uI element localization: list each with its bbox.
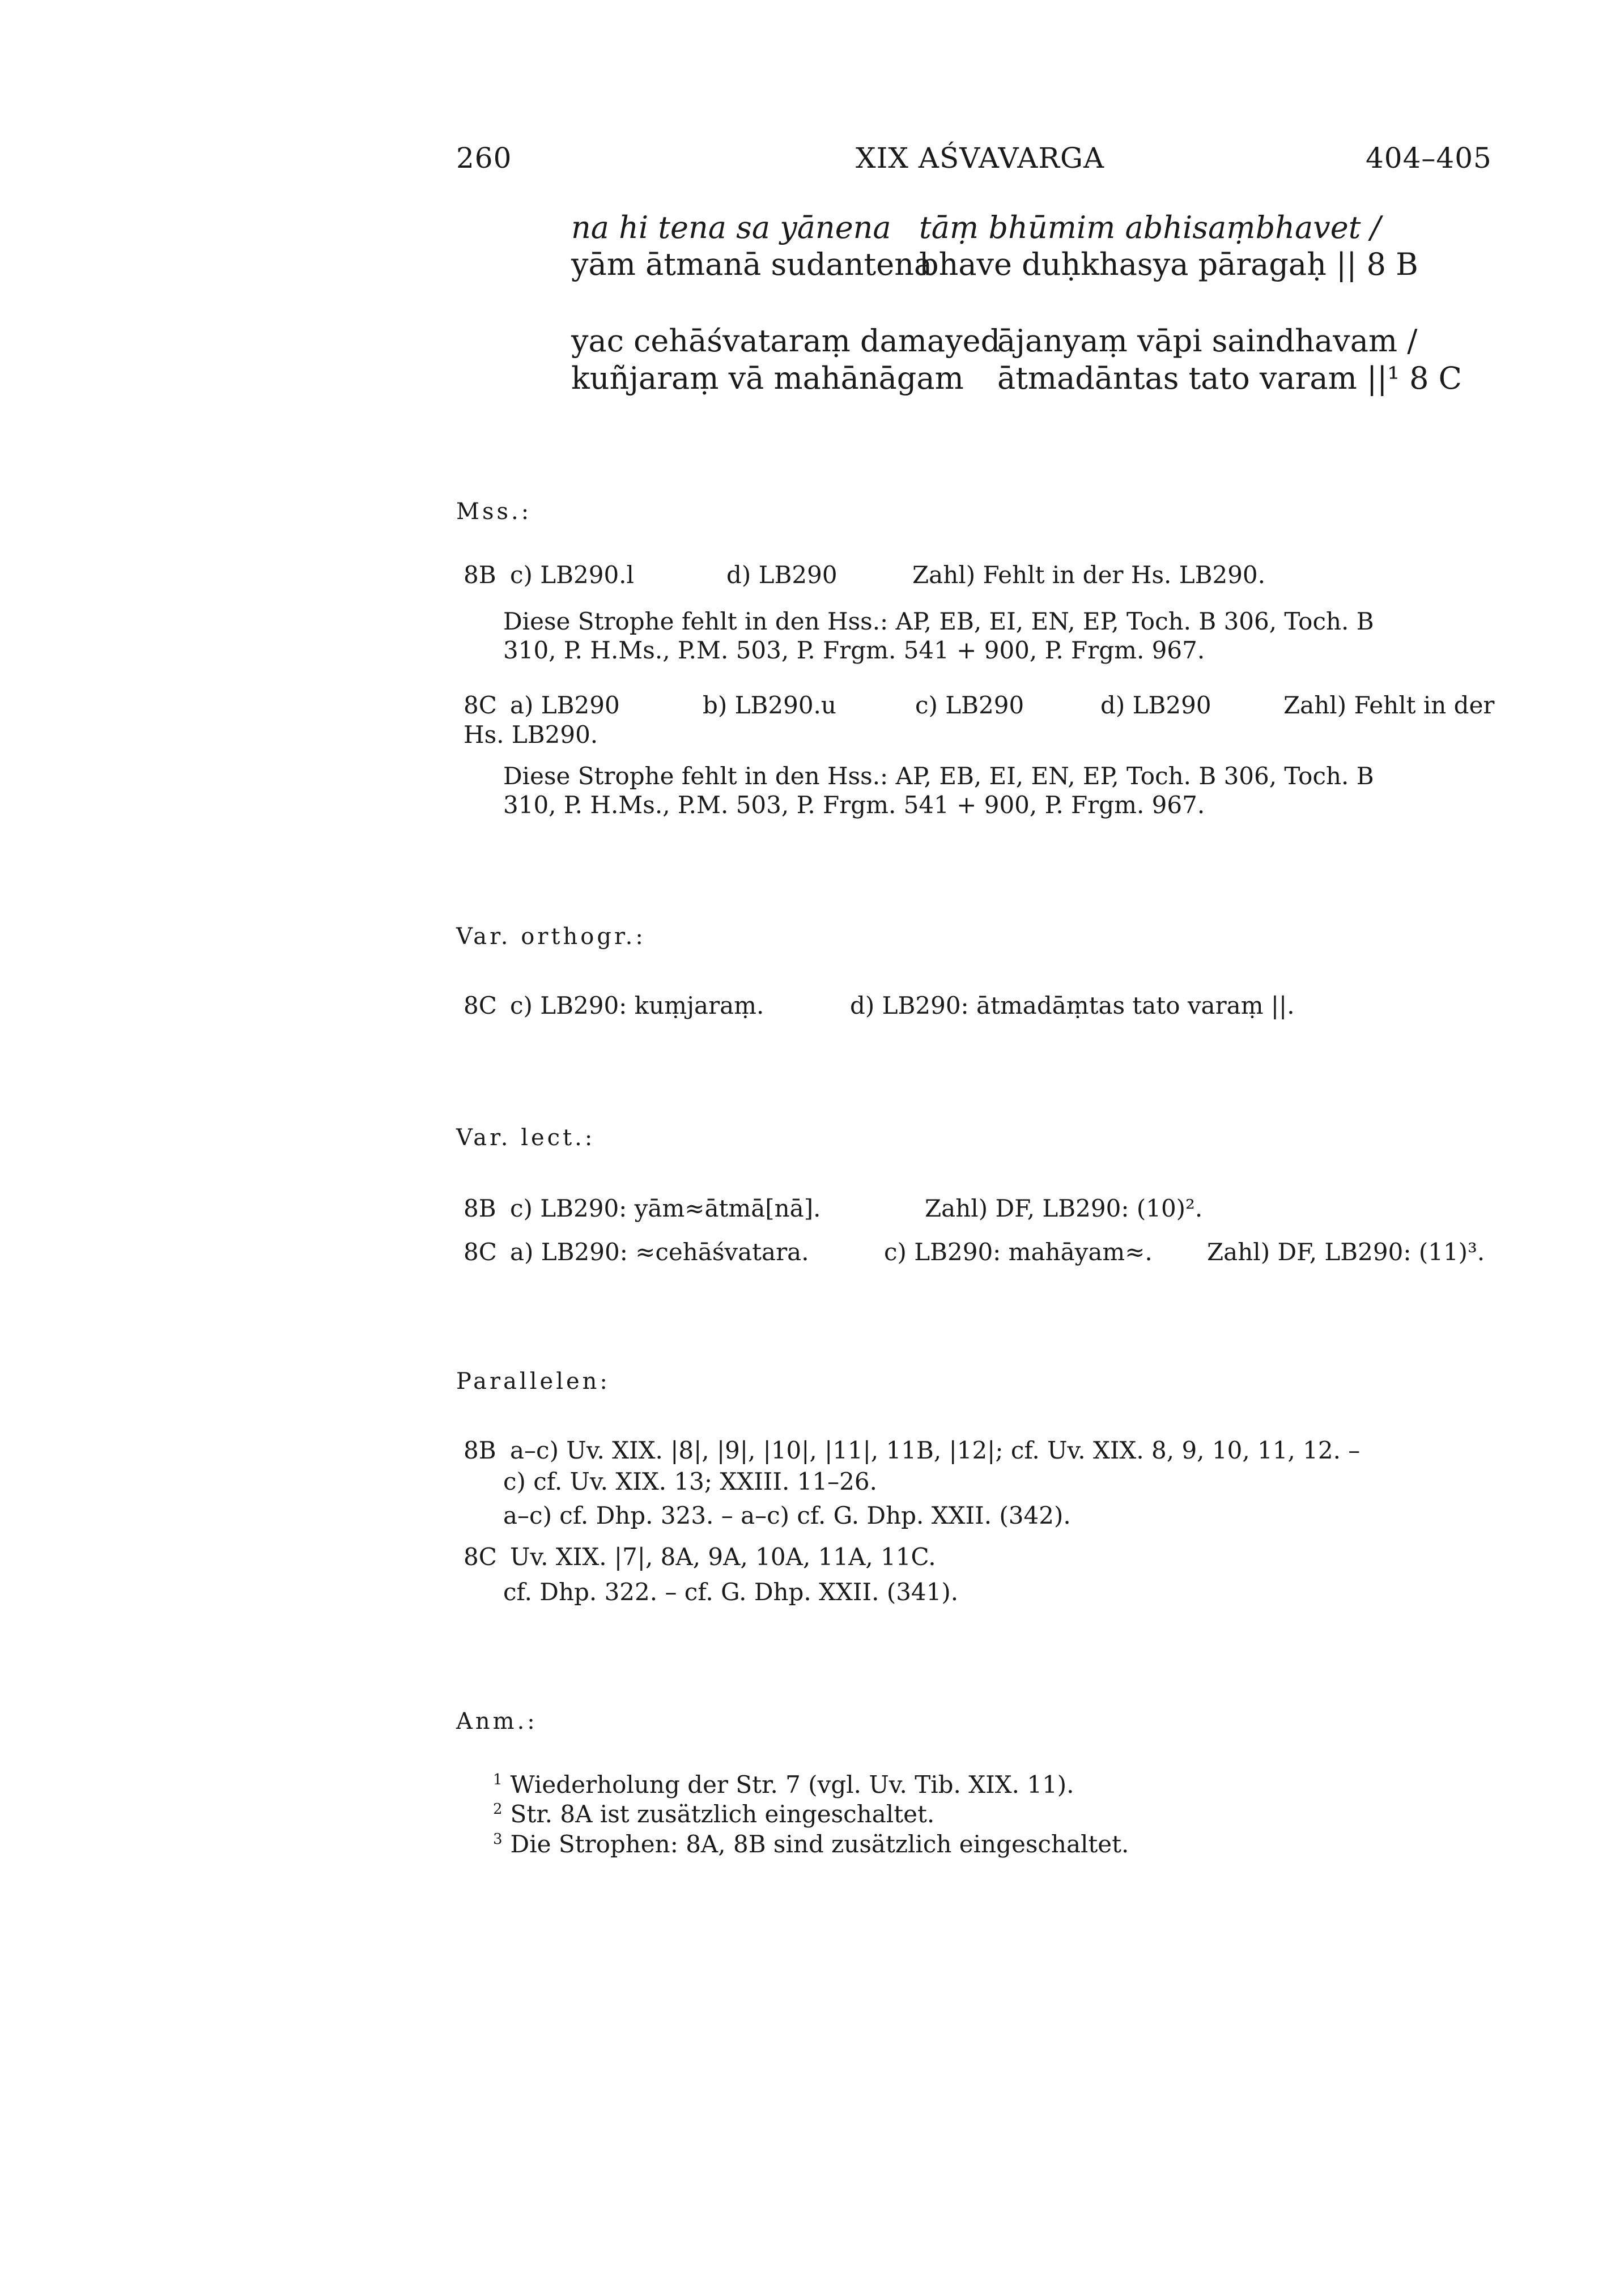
parallelen-8b-line3: a–c) cf. Dhp. 323. – a–c) cf. G. Dhp. XXII. (342).: [503, 1502, 1071, 1529]
mss-8c-d: d) LB290: [1100, 691, 1211, 719]
parallelen-8b-label: 8B: [464, 1436, 496, 1464]
mss-8c-label: 8C: [464, 691, 497, 719]
verse-8b-line2-pada-b: bhave duḥkhasya pāragaḥ || 8 B: [919, 246, 1418, 282]
var-lect-8c-c: c) LB290: mahāyam≈.: [884, 1238, 1153, 1266]
parallelen-heading: Parallelen:: [456, 1368, 610, 1394]
parallelen-8b-line1: a–c) Uv. XIX. |8|, |9|, |10|, |11|, 11B, |12|; cf. Uv. XIX. 8, 9, 10, 11, 12. –: [510, 1436, 1361, 1464]
mss-8c-b: b) LB290.u: [703, 691, 836, 719]
verse-8c-line2-pada-b: ātmadāntas tato varam ||¹ 8 C: [997, 360, 1462, 396]
var-lect-8c-a: a) LB290: ≈cehāśvatara.: [510, 1238, 809, 1266]
var-orthogr-heading: Var. orthogr.:: [456, 924, 646, 950]
var-lect-8b-c: c) LB290: yām≈ātmā[nā].: [510, 1194, 821, 1222]
var-lect-8b-zahl: Zahl) DF, LB290: (10)².: [925, 1194, 1203, 1222]
verse-range: 404–405: [1366, 142, 1492, 175]
footnote-2-text: Str. 8A ist zusätzlich eingeschaltet.: [510, 1800, 935, 1828]
mss-8c-continuation: Hs. LB290.: [464, 721, 598, 749]
mss-8c-a: a) LB290: [510, 691, 620, 719]
footnote-1-number: 1: [493, 1771, 503, 1788]
mss-8c-note-line1: Diese Strophe fehlt in den Hss.: AP, EB, EI, EN, EP, Toch. B 306, Toch. B: [503, 762, 1374, 790]
mss-8c-c: c) LB290: [915, 691, 1024, 719]
var-orthogr-8c-c: c) LB290: kuṃjaraṃ.: [510, 992, 764, 1019]
parallelen-8b-line2: c) cf. Uv. XIX. 13; XXIII. 11–26.: [503, 1468, 877, 1495]
footnote-2: [493, 1800, 934, 1828]
var-lect-8c-label: 8C: [464, 1238, 497, 1266]
parallelen-8c-label: 8C: [464, 1543, 497, 1571]
mss-8c-note-line2: 310, P. H.Ms., P.M. 503, P. Frgm. 541 + 900, P. Frgm. 967.: [503, 791, 1205, 819]
verse-8b-line1-pada-a: na hi tena sa yānena: [571, 210, 891, 245]
var-lect-8c-zahl: Zahl) DF, LB290: (11)³.: [1207, 1238, 1485, 1266]
mss-8c-zahl: Zahl) Fehlt in der: [1283, 691, 1495, 719]
mss-8b-zahl: Zahl) Fehlt in der Hs. LB290.: [912, 561, 1266, 589]
footnote-1-text: Wiederholung der Str. 7 (vgl. Uv. Tib. XIX. 11).: [510, 1771, 1074, 1798]
verse-8b-line1-pada-b: tāṃ bhūmim abhisaṃbhavet /: [919, 210, 1381, 245]
footnote-1: [493, 1771, 1074, 1798]
running-title: XIX AŚVAVARGA: [856, 142, 1105, 175]
parallelen-8c-line1: Uv. XIX. |7|, 8A, 9A, 10A, 11A, 11C.: [510, 1543, 936, 1571]
mss-8b-c: c) LB290.l: [510, 561, 634, 589]
var-lect-8b-label: 8B: [464, 1194, 496, 1222]
var-lect-heading: Var. lect.:: [456, 1125, 596, 1151]
verse-8c-line2-pada-a: kuñjaraṃ vā mahānāgam: [571, 360, 964, 396]
footnote-2-number: 2: [493, 1801, 503, 1818]
var-orthogr-8c-label: 8C: [464, 992, 497, 1019]
footnote-3-text: Die Strophen: 8A, 8B sind zusätzlich eingeschaltet.: [510, 1830, 1129, 1858]
footnote-3-number: 3: [493, 1831, 503, 1848]
mss-8b-d: d) LB290: [726, 561, 837, 589]
var-orthogr-8c-d: d) LB290: ātmadāṃtas tato varaṃ ||.: [850, 992, 1295, 1019]
page-number: 260: [456, 142, 512, 175]
mss-8b-label: 8B: [464, 561, 496, 589]
anm-heading: Anm.:: [456, 1708, 538, 1734]
parallelen-8c-line2: cf. Dhp. 322. – cf. G. Dhp. XXII. (341).: [503, 1578, 959, 1606]
mss-8b-note-line1: Diese Strophe fehlt in den Hss.: AP, EB, EI, EN, EP, Toch. B 306, Toch. B: [503, 607, 1374, 635]
footnote-3: [493, 1830, 1129, 1858]
mss-heading: Mss.:: [456, 499, 532, 525]
verse-8b-line2-pada-a: yām ātmanā sudantena: [571, 246, 933, 282]
verse-8c-line1-pada-a: yac cehāśvataraṃ damayed: [571, 323, 1001, 359]
mss-8b-note-line2: 310, P. H.Ms., P.M. 503, P. Frgm. 541 + 900, P. Frgm. 967.: [503, 636, 1205, 664]
verse-8c-line1-pada-b: ājanyaṃ vāpi saindhavam /: [997, 323, 1418, 359]
